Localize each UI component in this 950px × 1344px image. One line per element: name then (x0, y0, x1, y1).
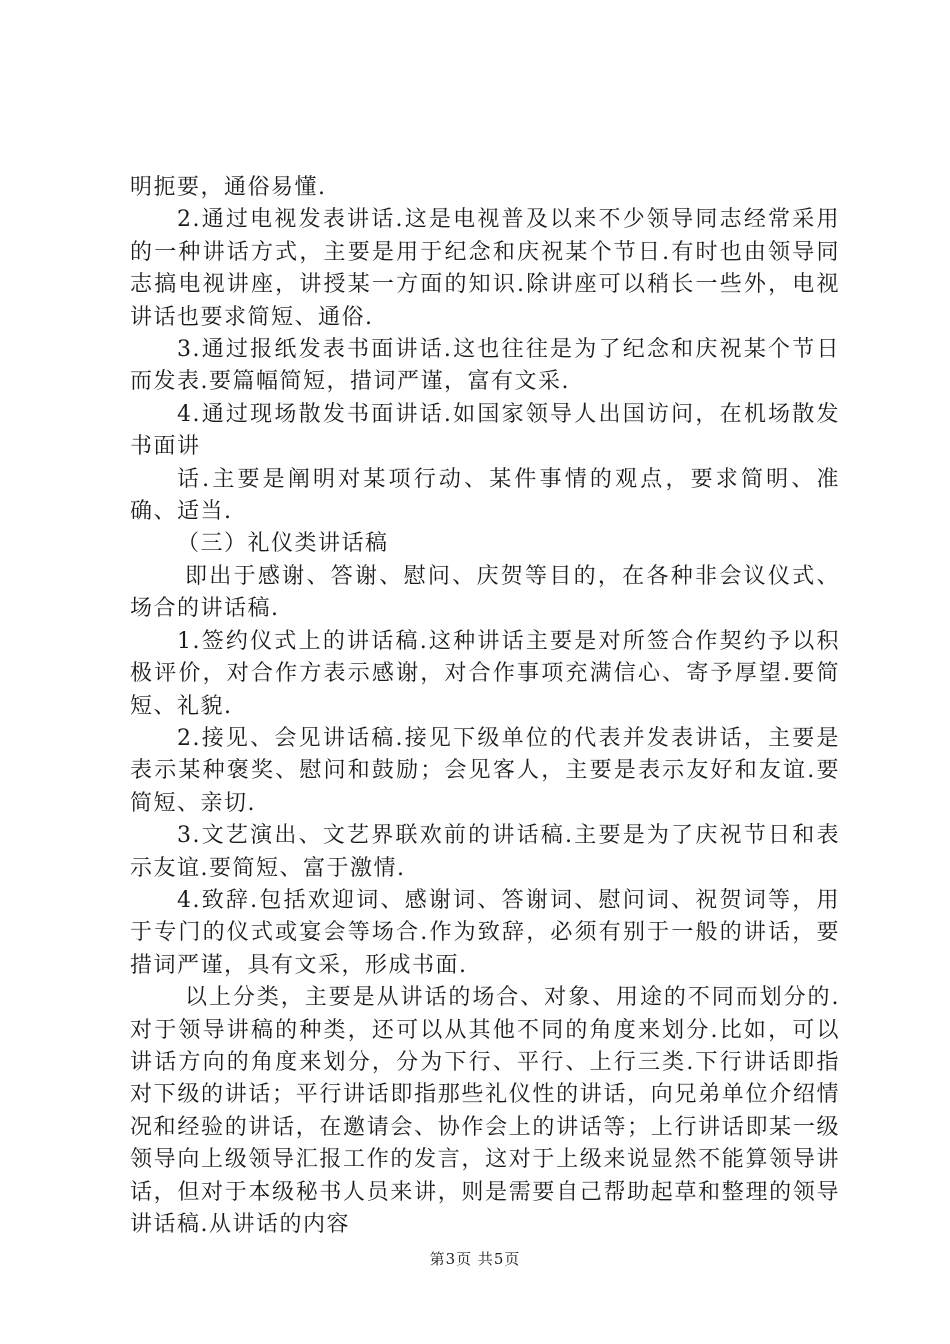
paragraph-12: 以上分类，主要是从讲话的场合、对象、用途的不同而划分的.对于领导讲稿的种类，还可以从其他不同的角度来划分.比如，可以讲话方向的角度来划分，分为下行、平行、上行三类.下行讲话即指对下级的讲话；平行讲话即指那些礼仪性的讲话，向兄弟单位介绍情况和经验的讲话，在邀请会、协作会上的讲话等；上行讲话即某一级领导向上级领导汇报工作的发言，这对于上级来说显然不能算领导讲话，但对于本级秘书人员来讲，则是需要自己帮助起草和整理的领导讲话稿.从讲话的内容 (130, 985, 840, 1237)
paragraph-9: 2.接见、会见讲话稿.接见下级单位的代表并发表讲话，主要是表示某种褒奖、慰问和鼓励；会见客人，主要是表示友好和友谊.要简短、亲切. (130, 725, 840, 816)
paragraph-5: 话.主要是阐明对某项行动、某件事情的观点，要求简明、准确、适当. (130, 466, 840, 525)
document-body (130, 172, 840, 1241)
paragraph-4: 4.通过现场散发书面讲话.如国家领导人出国访问，在机场散发书面讲 (130, 401, 840, 460)
paragraph-11: 4.致辞.包括欢迎词、感谢词、答谢词、慰问词、祝贺词等，用于专门的仪式或宴会等场合.作为致辞，必须有别于一般的讲话，要措词严谨，具有文采，形成书面. (130, 887, 840, 978)
page-number-footer: 第3页 共5页 (429, 1250, 521, 1268)
section-heading: （三）礼仪类讲话稿 (177, 531, 389, 557)
paragraph-7: 即出于感谢、答谢、慰问、庆贺等目的，在各种非会议仪式、场合的讲话稿. (130, 563, 840, 622)
paragraph-10: 3.文艺演出、文艺界联欢前的讲话稿.主要是为了庆祝节日和表示友谊.要简短、富于激情. (130, 823, 840, 881)
paragraph-8: 1.签约仪式上的讲话稿.这种讲话主要是对所签合作契约予以积极评价，对合作方表示感谢，对合作事项充满信心、寄予厚望.要简短、礼貌. (130, 628, 840, 719)
paragraph-2: 2.通过电视发表讲话.这是电视普及以来不少领导同志经常采用的一种讲话方式，主要是用于纪念和庆祝某个节日.有时也由领导同志搞电视讲座，讲授某一方面的知识.除讲座可以稍长一些外，电视讲话也要求简短、通俗. (130, 207, 840, 330)
paragraph-1: 明扼要，通俗易懂. (130, 175, 327, 200)
paragraph-3: 3.通过报纸发表书面讲话.这也往往是为了纪念和庆祝某个节日而发表.要篇幅简短，措词严谨，富有文采. (130, 337, 840, 395)
